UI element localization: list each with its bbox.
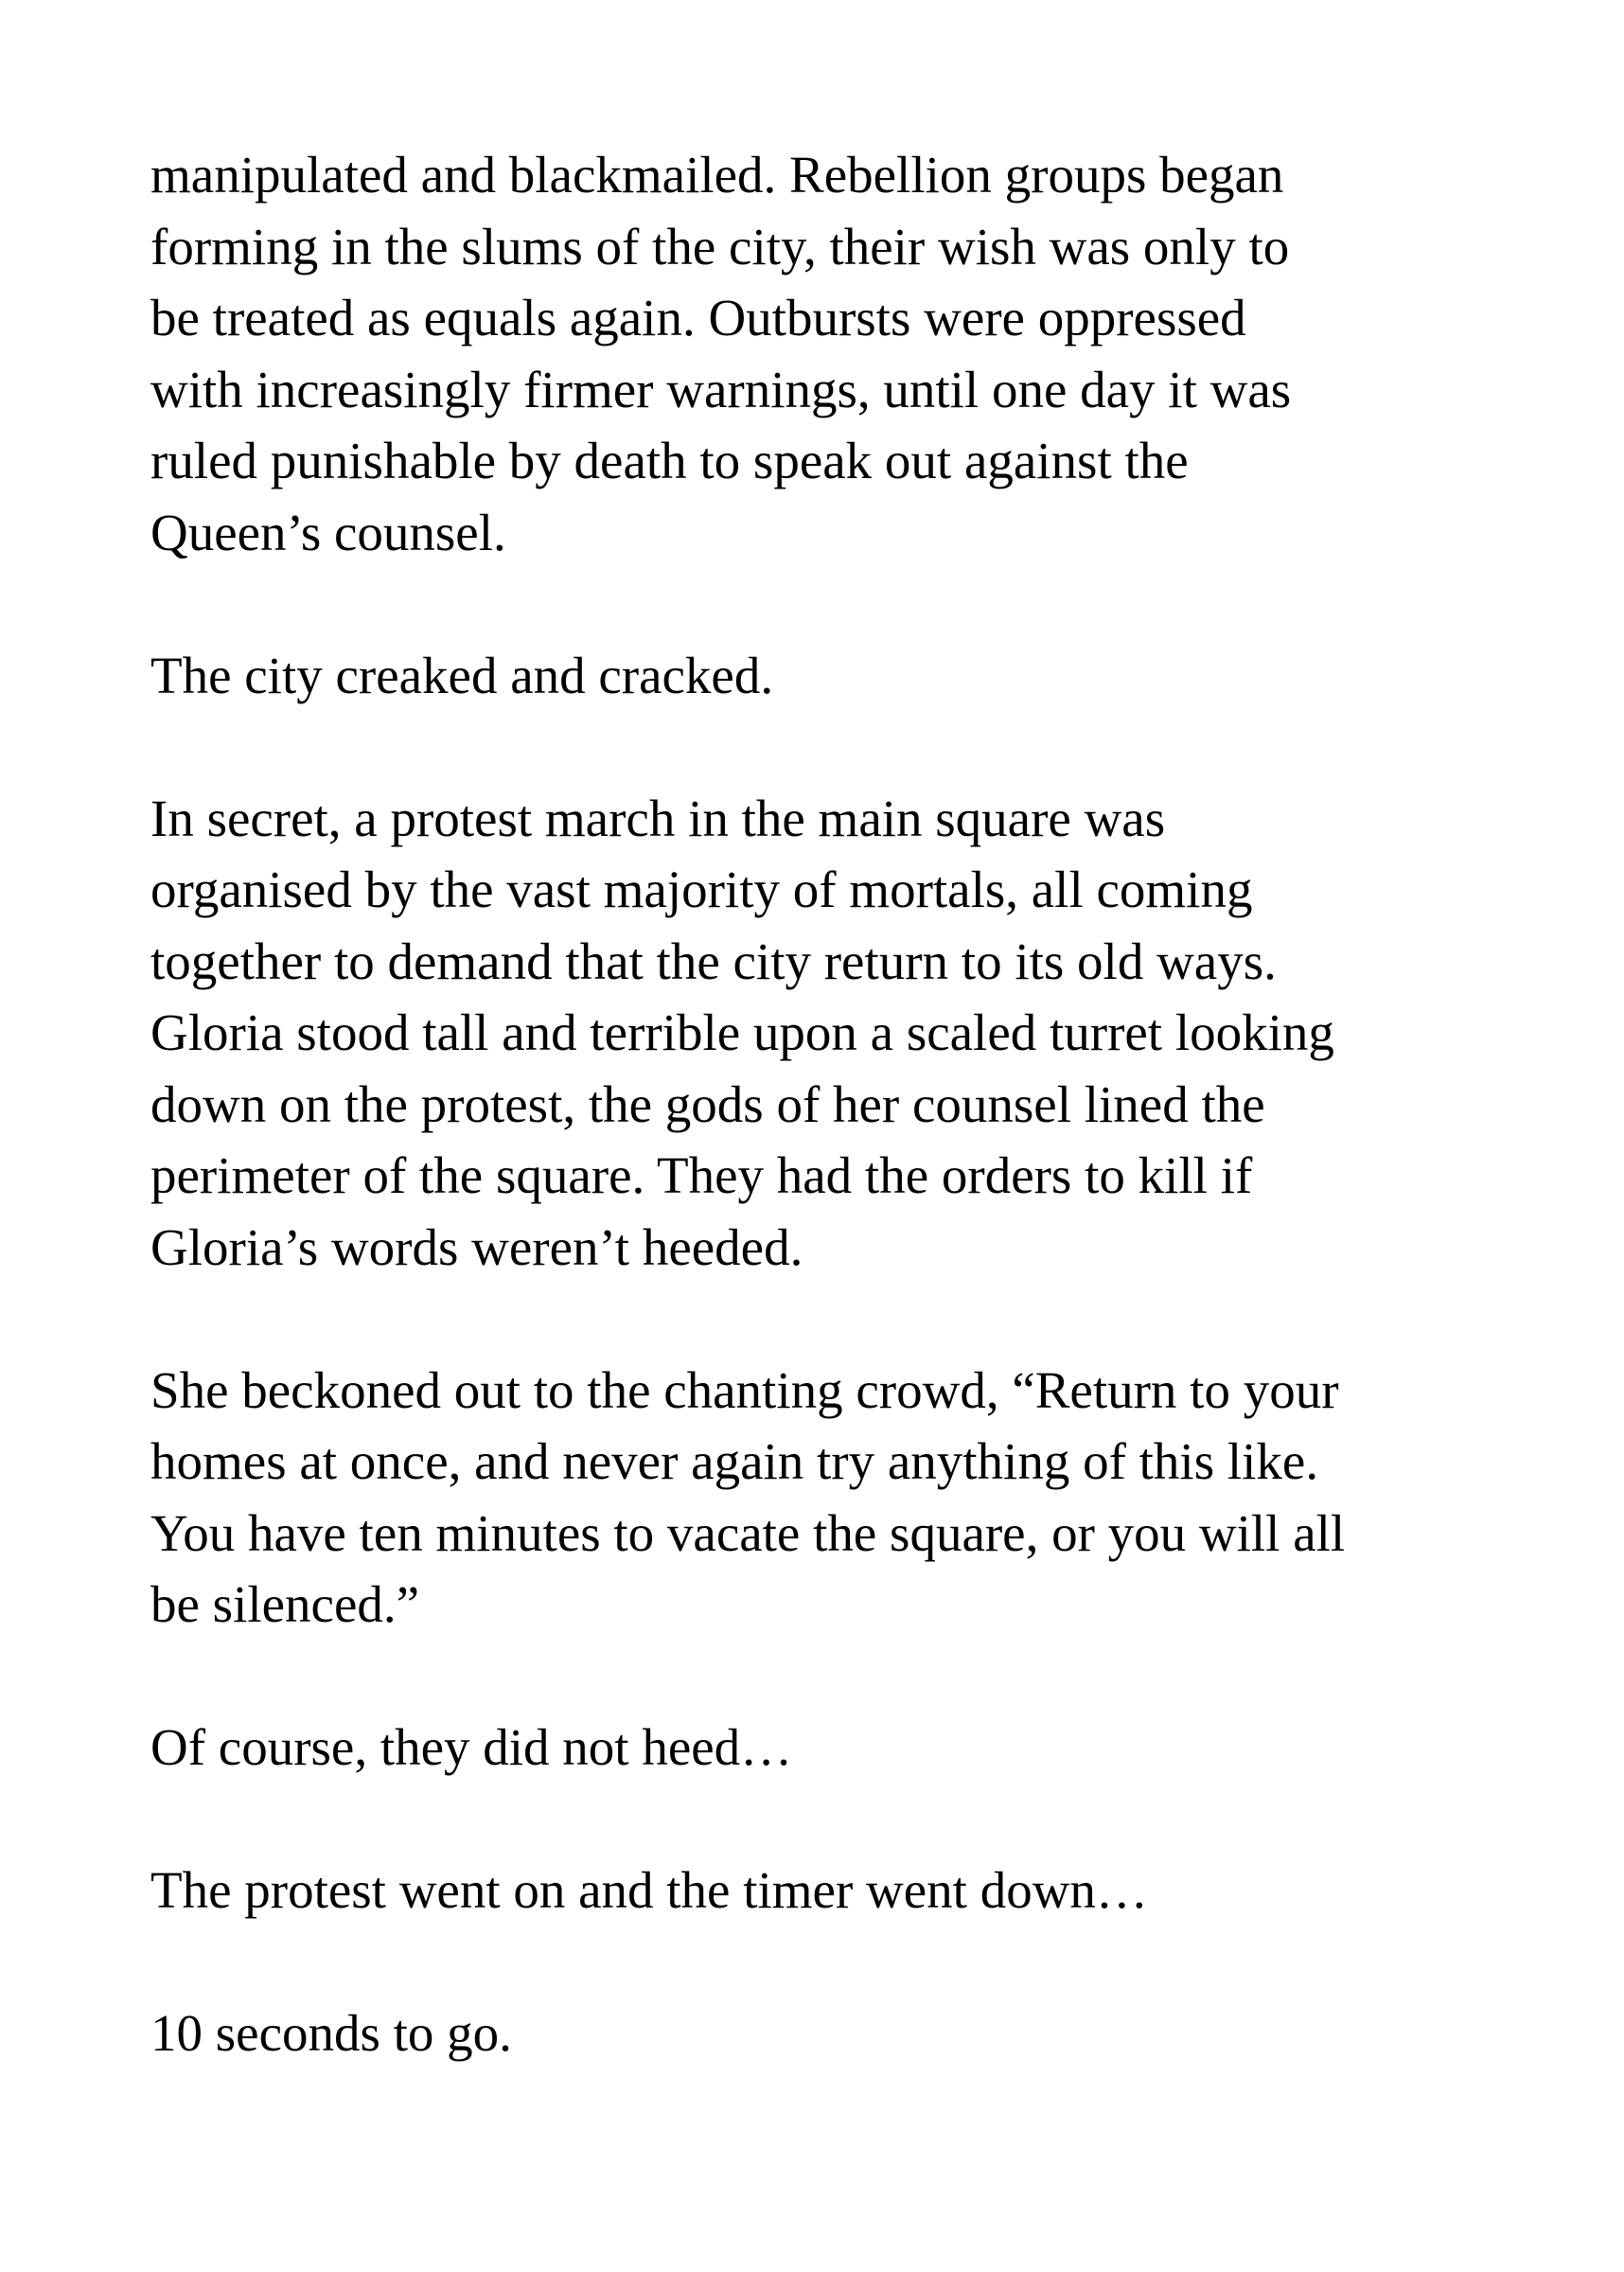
paragraph-protest-march [150,783,1532,1284]
paragraph-did-not-heed [150,1712,1532,1784]
text-line: Gloria stood tall and terrible upon a scaled turret looking [150,1003,1334,1061]
text-line: homes at once, and never again try anything of this like. [150,1432,1319,1490]
text-line: 10 seconds to go. [150,2004,512,2062]
text-line: down on the protest, the gods of her counsel lined the [150,1074,1265,1133]
text-line: You have ten minutes to vacate the square, or you will all [150,1503,1346,1562]
text-line: be silenced.” [150,1575,420,1633]
text-line: organised by the vast majority of mortals, all coming [150,861,1253,918]
text-line: In secret, a protest march in the main square was [150,789,1166,847]
paragraph-timer-went-down [150,1855,1532,1926]
paragraph-gloria-warning [150,1355,1532,1641]
text-line: The protest went on and the timer went down… [150,1861,1148,1919]
text-line: forming in the slums of the city, their wish was only to [150,217,1290,275]
document-body [150,139,1532,2069]
paragraph-ten-seconds [150,1997,1532,2069]
paragraph-rebellion [150,139,1532,568]
text-line: together to demand that the city return to its old ways. [150,932,1277,990]
text-line: She beckoned out to the chanting crowd, “Return to your [150,1360,1339,1419]
text-line: be treated as equals again. Outbursts were oppressed [150,289,1246,346]
text-line: ruled punishable by death to speak out against the [150,432,1189,489]
text-line: Of course, they did not heed… [150,1718,793,1776]
text-line: Queen’s counsel. [150,503,506,561]
text-line: perimeter of the square. They had the orders to kill if [150,1146,1253,1204]
text-line: Gloria’s words weren’t heeded. [150,1217,803,1276]
text-line: with increasingly firmer warnings, until one day it was [150,360,1292,418]
text-line: The city creaked and cracked. [150,646,774,704]
text-line: manipulated and blackmailed. Rebellion groups began [150,146,1284,204]
paragraph-city-creaked [150,640,1532,712]
